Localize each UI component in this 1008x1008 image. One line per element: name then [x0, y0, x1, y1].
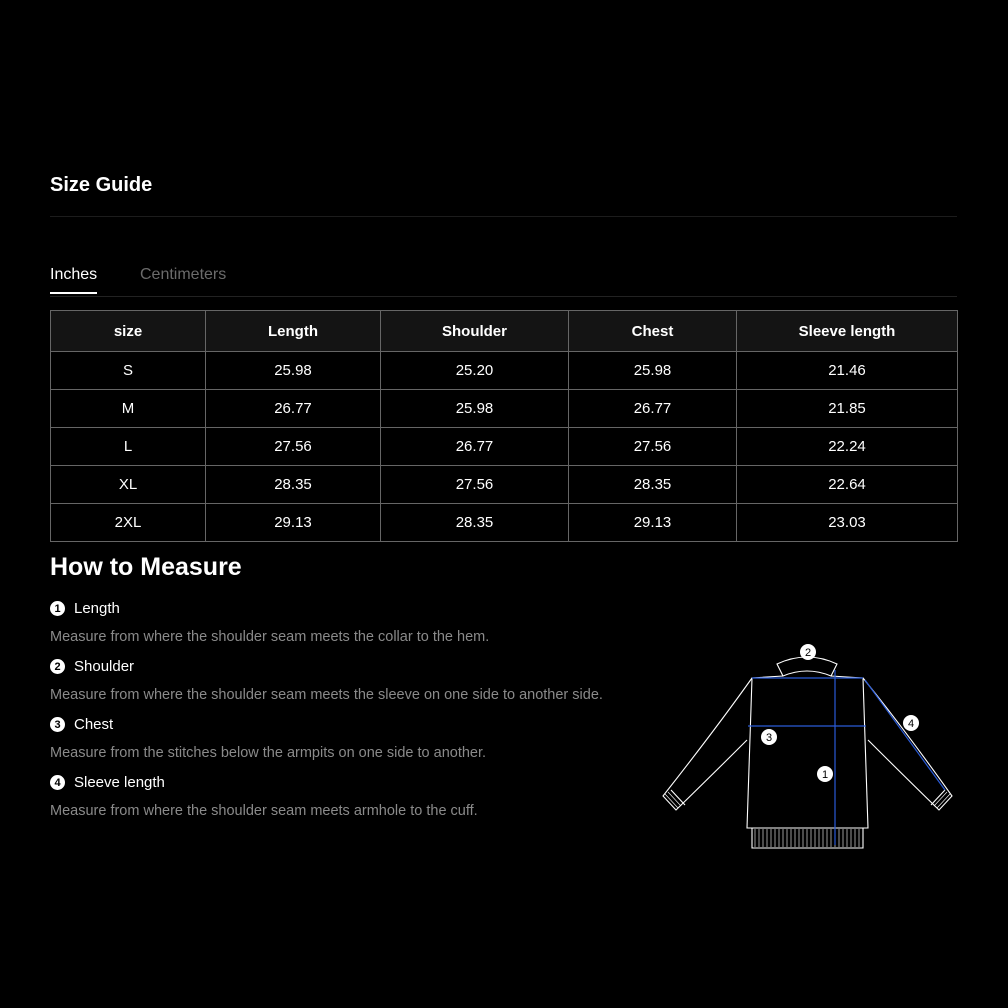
step-description: Measure from where the shoulder seam meets the collar to the hem.	[50, 629, 490, 645]
ribbing-lines	[665, 792, 950, 847]
step-label: Sleeve length	[74, 774, 165, 791]
page-title: Size Guide	[50, 174, 153, 196]
marker-label: 1	[821, 769, 829, 781]
table-row	[51, 390, 958, 428]
column-header-chest: Chest	[569, 311, 737, 352]
table-cell: 25.20	[381, 352, 569, 390]
table-cell: 26.77	[381, 428, 569, 466]
unit-tabs	[50, 266, 957, 297]
measure-step-shoulder	[50, 658, 603, 703]
divider	[50, 216, 957, 217]
step-description: Measure from the stitches below the armpits on one side to another.	[50, 745, 487, 761]
marker-4-icon	[903, 715, 919, 731]
table-cell: XL	[51, 466, 206, 504]
table-cell: 29.13	[206, 504, 381, 542]
table-cell: S	[51, 352, 206, 390]
marker-2-icon	[800, 644, 816, 660]
how-to-measure-heading: How to Measure	[50, 553, 242, 581]
table-cell: 2XL	[51, 504, 206, 542]
table-row	[51, 466, 958, 504]
table-cell: 21.85	[737, 390, 958, 428]
table-row	[51, 504, 958, 542]
table-cell: L	[51, 428, 206, 466]
step-description: Measure from where the shoulder seam meets armhole to the cuff.	[50, 803, 478, 819]
table-cell: 26.77	[206, 390, 381, 428]
marker-label: 2	[804, 647, 812, 659]
table-cell: 28.35	[206, 466, 381, 504]
table-cell: 22.24	[737, 428, 958, 466]
table-cell: 26.77	[569, 390, 737, 428]
number-4-icon: 4	[50, 775, 65, 790]
table-cell: 22.64	[737, 466, 958, 504]
size-table	[50, 310, 958, 542]
number-1-icon: 1	[50, 601, 65, 616]
table-cell: 27.56	[569, 428, 737, 466]
marker-1-icon	[817, 766, 833, 782]
table-cell: M	[51, 390, 206, 428]
column-header-length: Length	[206, 311, 381, 352]
sweater-diagram	[655, 640, 965, 860]
column-header-sleeve-length: Sleeve length	[737, 311, 958, 352]
step-label: Length	[74, 600, 120, 617]
table-cell: 21.46	[737, 352, 958, 390]
table-cell: 28.35	[569, 466, 737, 504]
table-row	[51, 428, 958, 466]
table-cell: 25.98	[569, 352, 737, 390]
table-cell: 28.35	[381, 504, 569, 542]
tab-centimeters[interactable]: Centimeters	[140, 266, 227, 283]
table-cell: 27.56	[206, 428, 381, 466]
tab-inches[interactable]: Inches	[50, 266, 97, 294]
column-header-shoulder: Shoulder	[381, 311, 569, 352]
marker-label: 3	[765, 732, 773, 744]
table-cell: 25.98	[206, 352, 381, 390]
step-label: Shoulder	[74, 658, 135, 675]
table-cell: 25.98	[381, 390, 569, 428]
marker-3-icon	[761, 729, 777, 745]
sweater-outline-icon	[663, 657, 952, 848]
measure-step-chest	[50, 716, 486, 761]
step-description: Measure from where the shoulder seam meets the sleeve on one side to another side.	[50, 687, 603, 703]
table-row	[51, 352, 958, 390]
table-cell: 27.56	[381, 466, 569, 504]
table-cell: 23.03	[737, 504, 958, 542]
number-2-icon: 2	[50, 659, 65, 674]
measure-step-sleeve-length	[50, 774, 478, 819]
measure-step-length	[50, 600, 489, 645]
table-cell: 29.13	[569, 504, 737, 542]
measurement-lines	[748, 670, 945, 845]
number-3-icon: 3	[50, 717, 65, 732]
table-header-row	[51, 311, 958, 352]
column-header-size: size	[51, 311, 206, 352]
step-label: Chest	[74, 716, 114, 733]
marker-label: 4	[907, 718, 915, 730]
